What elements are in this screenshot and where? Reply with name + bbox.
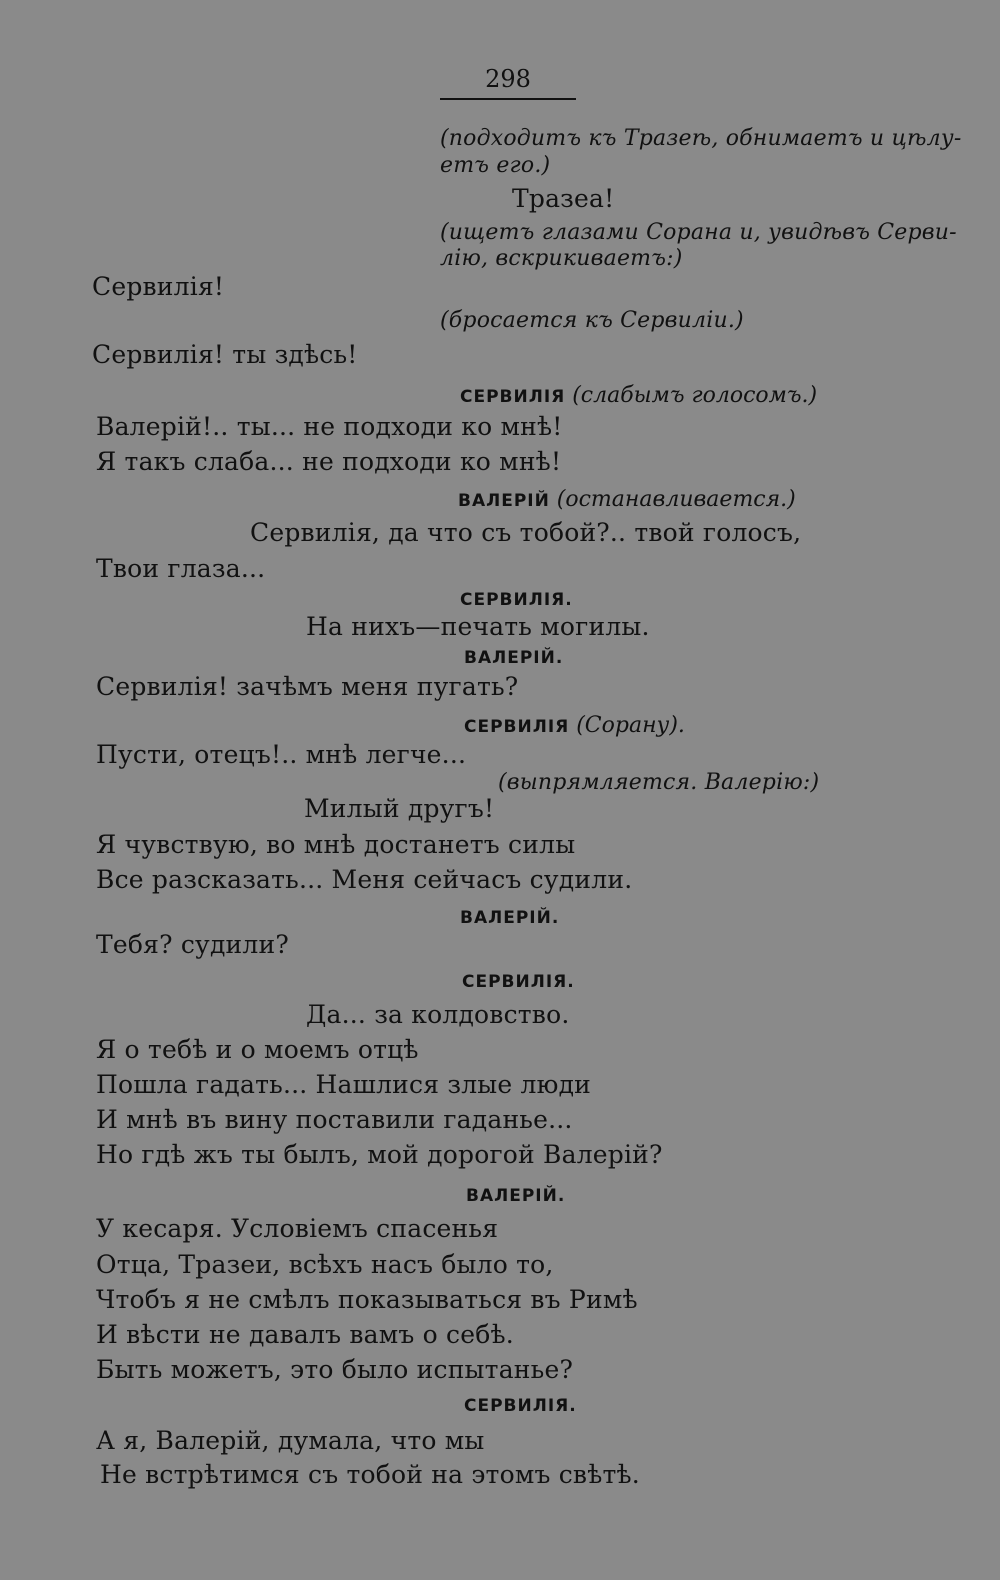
verse-line: Сервилія!	[92, 272, 225, 301]
verse-line: Быть можетъ, это было испытанье?	[96, 1355, 574, 1384]
verse-line: Я о тебѣ и о моемъ отцѣ	[96, 1035, 419, 1064]
stage-direction: (выпрямляется. Валерію:)	[498, 770, 820, 795]
verse-line: Сервилія, да что съ тобой?.. твой голосъ,	[250, 518, 802, 547]
speaker-name: ВАЛЕРІЙ	[458, 491, 550, 511]
page-number: 298	[485, 65, 531, 93]
verse-line: Да... за колдовство.	[306, 1000, 570, 1029]
verse-line: У кесаря. Условіемъ спасенья	[96, 1214, 499, 1243]
verse-line: Но гдѣ жъ ты былъ, мой дорогой Валерій?	[96, 1140, 663, 1169]
verse-line: Милый другъ!	[304, 794, 495, 823]
speaker-name: СЕРВИЛІЯ	[460, 387, 566, 407]
speaker-direction: (Сорану).	[576, 713, 685, 738]
verse-line: Все разсказать... Меня сейчасъ судили.	[96, 865, 633, 894]
verse-line: Пошла гадать... Нашлися злые люди	[96, 1070, 592, 1099]
speaker-heading: ВАЛЕРІЙ.	[460, 908, 560, 928]
speaker-heading: ВАЛЕРІЙ.	[466, 1186, 566, 1206]
speaker-heading: СЕРВИЛІЯ.	[460, 590, 573, 610]
header-rule	[440, 98, 576, 100]
stage-direction: лію, вскрикиваетъ:)	[440, 246, 683, 271]
speaker-heading	[458, 488, 796, 513]
verse-line: Тразеа!	[512, 184, 615, 213]
verse-line: А я, Валерій, думала, что мы	[96, 1426, 485, 1455]
verse-line: Не встрѣтимся съ тобой на этомъ свѣтѣ.	[100, 1460, 640, 1489]
speaker-heading	[460, 384, 817, 409]
verse-line: Сервилія! ты здѣсь!	[92, 340, 358, 369]
speaker-heading: ВАЛЕРІЙ.	[464, 648, 564, 668]
verse-line: Пусти, отецъ!.. мнѣ легче...	[96, 740, 467, 769]
speaker-heading	[464, 714, 685, 739]
verse-line: Чтобъ я не смѣлъ показываться въ Римѣ	[96, 1285, 638, 1314]
verse-line: Твои глаза...	[96, 554, 266, 583]
verse-line: Тебя? судили?	[96, 930, 289, 959]
verse-line: И вѣсти не давалъ вамъ о себѣ.	[96, 1320, 514, 1349]
speaker-name: СЕРВИЛІЯ	[464, 717, 570, 737]
speaker-heading: СЕРВИЛІЯ.	[464, 1396, 577, 1416]
verse-line: Я чувствую, во мнѣ достанетъ силы	[96, 830, 576, 859]
verse-line: Сервилія! зачѣмъ меня пугать?	[96, 672, 519, 701]
verse-line: И мнѣ въ вину поставили гаданье...	[96, 1105, 573, 1134]
stage-direction: (ищетъ глазами Сорана и, увидѣвъ Серви-	[440, 220, 957, 245]
verse-line: Я такъ слаба... не подходи ко мнѣ!	[96, 447, 562, 476]
verse-line: На нихъ—печать могилы.	[306, 612, 650, 641]
verse-line: Валерій!.. ты... не подходи ко мнѣ!	[96, 412, 563, 441]
speaker-heading: СЕРВИЛІЯ.	[462, 972, 575, 992]
stage-direction: етъ его.)	[440, 153, 551, 178]
speaker-direction: (слабымъ голосомъ.)	[572, 383, 818, 408]
stage-direction: (бросается къ Сервиліи.)	[440, 308, 744, 333]
verse-line: Отца, Тразеи, всѣхъ насъ было то,	[96, 1250, 554, 1279]
stage-direction: (подходитъ къ Тразеѣ, обнимаетъ и цѣлу-	[440, 126, 962, 151]
speaker-direction: (останавливается.)	[556, 487, 796, 512]
